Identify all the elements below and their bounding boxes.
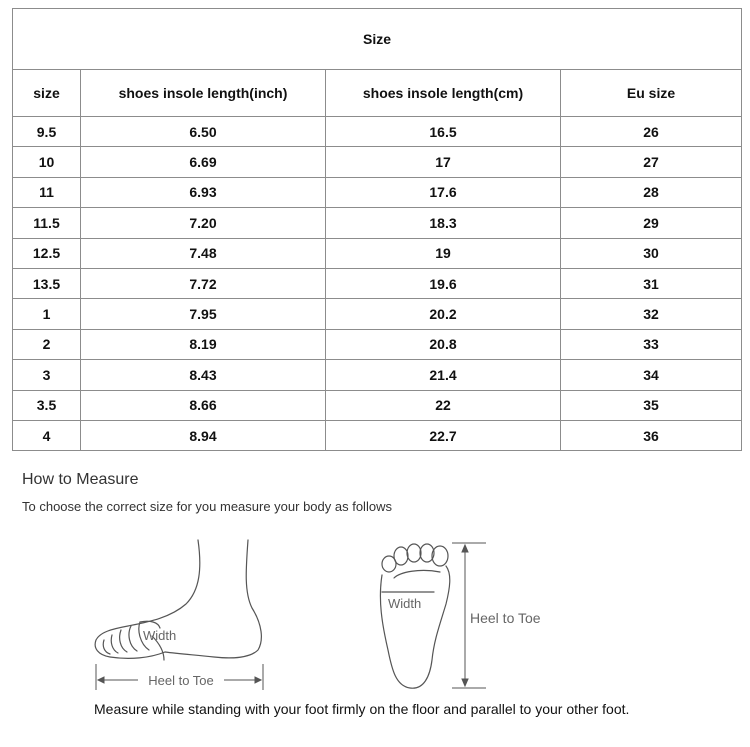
cell-size: 3.5 <box>13 390 81 420</box>
table-title: Size <box>13 9 742 70</box>
header-cm: shoes insole length(cm) <box>326 70 561 117</box>
table-row <box>13 268 742 298</box>
table-row <box>13 420 742 450</box>
cell-eu: 28 <box>561 177 742 207</box>
table-row <box>13 238 742 268</box>
cell-eu: 31 <box>561 268 742 298</box>
cell-inch: 8.19 <box>81 329 326 359</box>
sole-length-arrow <box>452 543 486 688</box>
table-row <box>13 329 742 359</box>
cell-size: 2 <box>13 329 81 359</box>
cell-size: 10 <box>13 147 81 177</box>
table-row <box>13 390 742 420</box>
cell-eu: 26 <box>561 117 742 147</box>
cell-eu: 27 <box>561 147 742 177</box>
cell-cm: 21.4 <box>326 360 561 390</box>
how-to-measure-intro: To choose the correct size for you measure your body as follows <box>22 499 392 514</box>
sole-width-label: Width <box>388 596 422 611</box>
side-length-arrow <box>96 664 263 690</box>
cell-eu: 33 <box>561 329 742 359</box>
cell-size: 12.5 <box>13 238 81 268</box>
cell-inch: 6.69 <box>81 147 326 177</box>
cell-inch: 7.95 <box>81 299 326 329</box>
header-inch: shoes insole length(inch) <box>81 70 326 117</box>
cell-cm: 17 <box>326 147 561 177</box>
cell-size: 3 <box>13 360 81 390</box>
side-foot-illustration <box>95 540 261 660</box>
sole-length-label: Heel to Toe <box>470 610 541 626</box>
cell-cm: 16.5 <box>326 117 561 147</box>
cell-eu: 36 <box>561 420 742 450</box>
table-row <box>13 360 742 390</box>
cell-inch: 6.50 <box>81 117 326 147</box>
cell-inch: 7.48 <box>81 238 326 268</box>
table-row <box>13 208 742 238</box>
table-row <box>13 299 742 329</box>
measure-caption: Measure while standing with your foot firmly on the floor and parallel to your other foot. <box>94 701 630 717</box>
cell-size: 11.5 <box>13 208 81 238</box>
header-size: size <box>13 70 81 117</box>
cell-inch: 7.72 <box>81 268 326 298</box>
cell-eu: 34 <box>561 360 742 390</box>
header-eu: Eu size <box>561 70 742 117</box>
cell-cm: 17.6 <box>326 177 561 207</box>
header-row <box>13 70 742 117</box>
cell-cm: 20.2 <box>326 299 561 329</box>
cell-inch: 8.43 <box>81 360 326 390</box>
sole-illustration <box>380 544 449 688</box>
cell-size: 1 <box>13 299 81 329</box>
side-length-label: Heel to Toe <box>148 673 214 688</box>
cell-cm: 18.3 <box>326 208 561 238</box>
cell-inch: 6.93 <box>81 177 326 207</box>
cell-eu: 30 <box>561 238 742 268</box>
cell-size: 11 <box>13 177 81 207</box>
cell-eu: 35 <box>561 390 742 420</box>
cell-size: 9.5 <box>13 117 81 147</box>
cell-eu: 29 <box>561 208 742 238</box>
cell-cm: 20.8 <box>326 329 561 359</box>
table-row <box>13 117 742 147</box>
cell-cm: 19 <box>326 238 561 268</box>
cell-size: 4 <box>13 420 81 450</box>
cell-cm: 22 <box>326 390 561 420</box>
cell-cm: 22.7 <box>326 420 561 450</box>
cell-inch: 8.94 <box>81 420 326 450</box>
how-to-measure-heading: How to Measure <box>22 471 139 488</box>
table-row <box>13 177 742 207</box>
side-width-label: Width <box>143 628 177 643</box>
cell-eu: 32 <box>561 299 742 329</box>
size-chart-table <box>12 8 742 451</box>
cell-inch: 8.66 <box>81 390 326 420</box>
cell-cm: 19.6 <box>326 268 561 298</box>
cell-inch: 7.20 <box>81 208 326 238</box>
table-row <box>13 147 742 177</box>
cell-size: 13.5 <box>13 268 81 298</box>
